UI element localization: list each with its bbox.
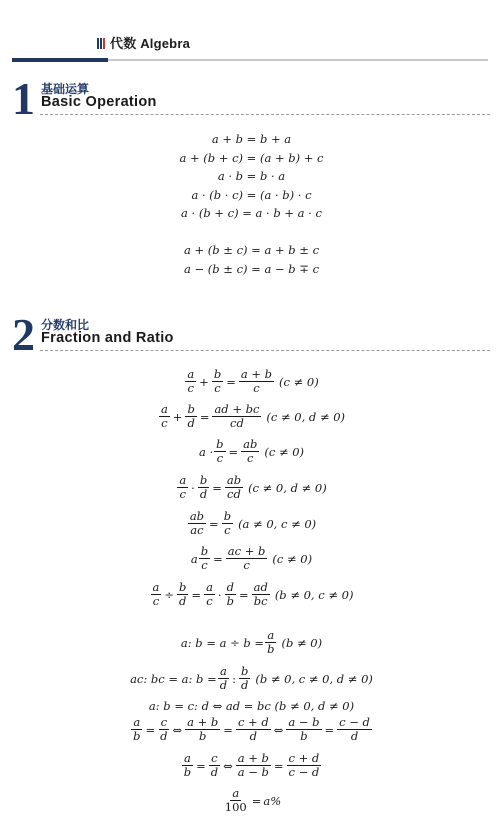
condition: (c ≠ 0) (264, 444, 305, 459)
fraction: $\frac{b}{d}$ (179, 580, 187, 608)
formula-mixed-number: a $\frac{b}{c}$ = $\frac{ac + b}{c}$ (c ≠ 0) (190, 544, 313, 572)
formula-proportion-properties: $\frac{a}{b}$ = $\frac{c}{d}$ ⇔ $\frac{a + b}{b}$ = $\frac{c + d}{d}$ ⇔ $\frac{a - b}{b}$ = $\frac{c - d}{d}$ (133, 715, 370, 743)
fraction: $\frac{ad}{bc}$ (253, 580, 268, 608)
formula-percent: $\frac{a}{100}$ = a% (224, 786, 282, 814)
fraction: $\frac{c}{d}$ (160, 715, 168, 743)
condition: (c ≠ 0) (272, 551, 313, 566)
fraction: $\frac{ab}{cd}$ (226, 473, 242, 501)
section-title-en: Fraction and Ratio (41, 330, 174, 346)
condition: (c ≠ 0) (279, 374, 319, 389)
formula-fraction-reduce: $\frac{ab}{ac}$ = $\frac{b}{c}$ (a ≠ 0, c ≠ 0) (189, 509, 317, 537)
fraction: $\frac{c + d}{d}$ (237, 715, 269, 743)
fraction: $\frac{a}{100}$ (224, 786, 247, 814)
formula-fraction-divide: $\frac{a}{c}$ ÷ $\frac{b}{d}$ = $\frac{a}{c}$ · $\frac{d}{b}$ = $\frac{ad}{bc}$ (b ≠ 0, c ≠ 0) (152, 580, 354, 608)
fraction: $\frac{a + b}{c}$ (240, 367, 272, 395)
fraction: $\frac{a}{c}$ (152, 580, 160, 608)
formula-ratio-scaling: ac: bc = a: b = $\frac{a}{d}$ : $\frac{b}{d}$ (b ≠ 0, c ≠ 0, d ≠ 0) (130, 664, 373, 692)
header-rule-light (108, 59, 488, 61)
fraction: $\frac{c + d}{c - d}$ (288, 751, 320, 779)
formula-commutative-mul: a · b = b · a (217, 169, 286, 183)
condition: (b ≠ 0, c ≠ 0, d ≠ 0) (255, 671, 373, 686)
formula-plus-paren: a + (b ± c) = a + b ± c (183, 243, 320, 257)
chapter-title: 代数 Algebra (110, 36, 191, 51)
condition: (c ≠ 0, d ≠ 0) (248, 480, 327, 495)
fraction: $\frac{b}{d}$ (240, 664, 249, 692)
fraction: $\frac{a}{d}$ (219, 664, 228, 692)
fraction: $\frac{a}{c}$ (187, 367, 195, 395)
formula-proportion: a: b = c: d ⇔ ad = bc (b ≠ 0, d ≠ 0) (148, 699, 355, 713)
fraction: $\frac{a}{c}$ (206, 580, 213, 608)
fraction: $\frac{ac + b}{c}$ (227, 544, 266, 572)
section-number: 1 (12, 73, 35, 124)
fraction: $\frac{b}{c}$ (200, 544, 209, 572)
header-rule-dark (12, 58, 108, 62)
fraction: $\frac{ad + bc}{cd}$ (214, 402, 260, 430)
formula-fraction-add-same-denominator: $\frac{a}{c}$ + $\frac{b}{c}$ = $\frac{a + b}{c}$ (c ≠ 0) (187, 367, 319, 395)
section-2-heading (12, 309, 490, 360)
fraction: $\frac{d}{b}$ (226, 580, 234, 608)
fraction: $\frac{a + b}{b}$ (187, 715, 219, 743)
fraction: $\frac{a}{b}$ (183, 751, 192, 779)
fraction: $\frac{a + b}{a - b}$ (237, 751, 269, 779)
fraction: $\frac{a}{c}$ (179, 473, 187, 501)
page-header (0, 0, 503, 70)
condition: (c ≠ 0, d ≠ 0) (266, 409, 346, 424)
prefix: a · (198, 444, 214, 459)
fraction: $\frac{b}{c}$ (216, 437, 224, 465)
formula-commutative-add: a + b = b + a (211, 132, 292, 146)
fraction: $\frac{b}{d}$ (199, 473, 208, 501)
prefix: ac: bc = a: b = (130, 671, 217, 686)
fraction: $\frac{b}{d}$ (187, 402, 195, 430)
formula-componendo-dividendo: $\frac{a}{b}$ = $\frac{c}{d}$ ⇔ $\frac{a + b}{a - b}$ = $\frac{c + d}{c - d}$ (183, 751, 320, 779)
formula-associative-mul: a · (b · c) = (a · b) · c (191, 188, 312, 202)
formula-fraction-add-diff-denominator: $\frac{a}{c}$ + $\frac{b}{d}$ = $\frac{ad + bc}{cd}$ (c ≠ 0, d ≠ 0) (160, 402, 346, 430)
fraction: $\frac{a}{c}$ (160, 402, 168, 430)
fraction: $\frac{ab}{ac}$ (189, 509, 205, 537)
fraction: $\frac{b}{c}$ (213, 367, 222, 395)
chapter-label (97, 33, 190, 52)
section-divider (40, 114, 490, 115)
section-title-en: Basic Operation (41, 94, 157, 110)
fraction: $\frac{c - d}{d}$ (339, 715, 370, 743)
section-title-cn: 基础运算 (41, 82, 90, 96)
prefix: a (190, 551, 198, 566)
fraction: $\frac{b}{c}$ (223, 509, 232, 537)
condition: (b ≠ 0, c ≠ 0) (274, 587, 354, 602)
condition: (b ≠ 0) (281, 635, 323, 650)
section-title-cn: 分数和比 (41, 318, 90, 332)
prefix: a: b = a ÷ b = (180, 635, 265, 650)
fraction: $\frac{ab}{c}$ (243, 437, 258, 465)
fraction: $\frac{a - b}{b}$ (288, 715, 320, 743)
fraction: $\frac{a}{b}$ (267, 628, 275, 656)
formula-fraction-multiply: $\frac{a}{c}$ · $\frac{b}{d}$ = $\frac{ab}{cd}$ (c ≠ 0, d ≠ 0) (179, 473, 327, 501)
formula-associative-add: a + (b + c) = (a + b) + c (179, 151, 324, 165)
formula-ratio-definition (0, 629, 503, 656)
formula-minus-paren: a − (b ± c) = a − b ∓ c (183, 262, 320, 276)
chapter-bars-icon (97, 37, 106, 52)
result: a% (263, 793, 282, 808)
section-divider (40, 350, 490, 351)
fraction: $\frac{c}{d}$ (210, 751, 219, 779)
condition: (a ≠ 0, c ≠ 0) (238, 516, 317, 531)
formula-scalar-times-fraction: a · $\frac{b}{c}$ = $\frac{ab}{c}$ (c ≠ 0) (198, 437, 305, 465)
section-number: 2 (12, 309, 35, 360)
section-1-heading (12, 73, 490, 124)
fraction: $\frac{a}{b}$ (133, 715, 141, 743)
formula-distributive: a · (b + c) = a · b + a · c (181, 206, 322, 220)
